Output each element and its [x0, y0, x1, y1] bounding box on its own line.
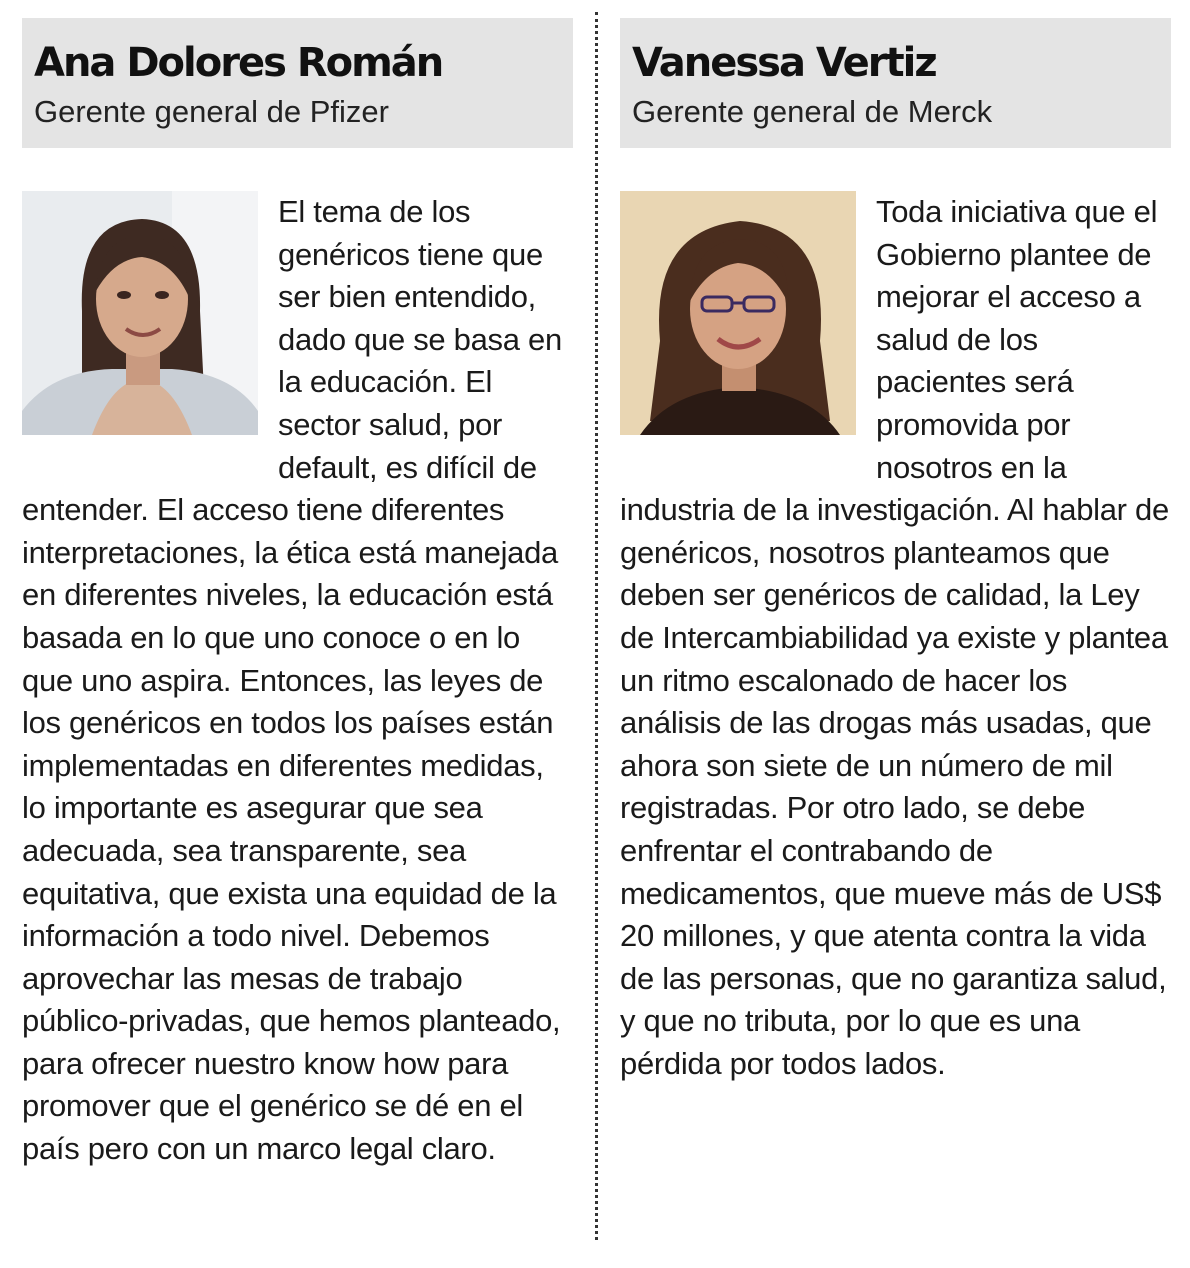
column-divider — [595, 12, 598, 1240]
person-role: Gerente general de Merck — [632, 94, 993, 129]
quote-text: El tema de los genéricos tiene que ser bien entendido, dado que se basa en la educación. El sector salud, por default, es difícil de entender. El acceso tiene diferentes interpretaciones, la ética está manejada en diferentes niveles, la educación está basada en lo que uno conoce o en lo que uno aspira. Entonces, las leyes de los genéricos en todos los países están implementadas en diferentes medidas, lo importante es asegurar que sea adecuada, sea transparente, sea equitativa, que exista una equidad de la información a todo nivel. Debemos aprovechar las mesas de trabajo público-privadas, que hemos planteado, para ofrecer nuestro know how para promover que el genérico se dé en el país pero con un marco legal claro. — [22, 194, 562, 1167]
portrait-photo — [620, 191, 856, 435]
profile-header — [620, 18, 1171, 148]
column-vanessa-vertiz — [620, 18, 1171, 1085]
profile-header — [22, 18, 573, 148]
person-name: Vanessa Vertiz — [632, 40, 936, 86]
column-ana-dolores-roman — [22, 18, 573, 1171]
person-role: Gerente general de Pfizer — [34, 94, 389, 129]
quote-body — [620, 191, 1171, 1085]
quote-text: Toda iniciativa que el Gobierno plantee de mejorar el acceso a salud de los pacientes será promovida por nosotros en la industria de la investigación. Al hablar de genéricos, nosotros planteamos que deben ser genéricos de calidad, la Ley de Intercambiabilidad ya existe y plantea un ritmo escalonado de hacer los análisis de las drogas más usadas, que ahora son siete de un número de mil registradas. Por otro lado, se debe enfrentar el contrabando de medicamentos, que mueve más de US$ 20 millones, y que atenta contra la vida de las personas, que no garantiza salud, y que no tributa, por lo que es una pérdida por todos lados. — [620, 194, 1169, 1081]
portrait-photo — [22, 191, 258, 435]
quote-body — [22, 191, 573, 1171]
person-name: Ana Dolores Román — [34, 40, 443, 86]
